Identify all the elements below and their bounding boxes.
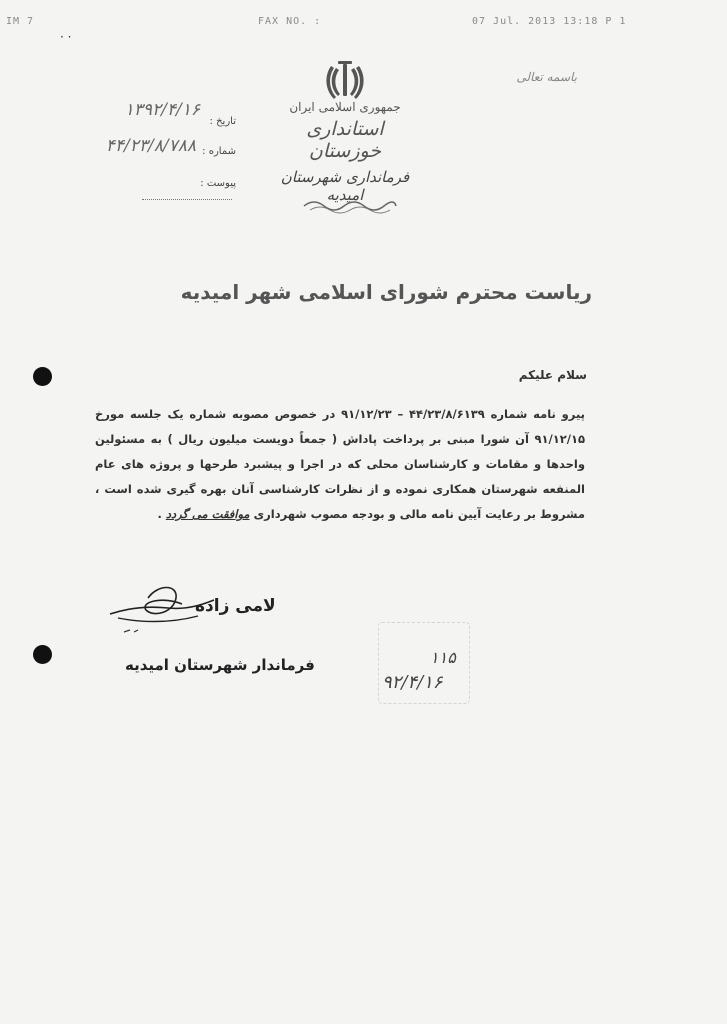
letterhead-province: استانداری خوزستان — [306, 118, 384, 162]
letter-body — [95, 402, 585, 527]
meta-attachment — [106, 178, 236, 200]
fax-header-left: IM 7 — [6, 16, 35, 27]
attachment-dots — [142, 199, 232, 200]
signer-name: لامی زاده — [195, 596, 276, 616]
fax-timestamp: 07 Jul. 2013 13:18 P 1 — [472, 16, 627, 27]
body-end: . — [157, 507, 166, 521]
letterhead — [270, 100, 420, 204]
letterhead-country: جمهوری اسلامی ایران — [289, 100, 401, 114]
number-value: ۴۴/۲۳/۸/۷۸۸ — [105, 136, 196, 156]
body-main: پیرو نامه شماره ۴۴/۲۳/۸/۶۱۳۹ – ۹۱/۱۲/۲۳ در خصوص مصوبه شماره یک جلسه مورخ ۹۱/۱۲/۱۵ آن شورا مبنی بر پرداخت پاداش ( جمعاً دویست میلیون ریال ) به مسئولین واحدها و مقامات و کارشناسان محلی که در اجرا و پیشبرد طرحها و پروژه های عام المنفعه شهرستان همکاری نموده و از نظرات کارشناسی آنان بهره گیری شده است ، مشروط بر رعایت آیین نامه مالی و بودجه مصوب شهرداری — [95, 407, 585, 521]
handwritten-note-number: ۱۱۵ — [430, 648, 456, 667]
meta-number — [105, 136, 236, 157]
meta-date — [106, 100, 236, 127]
letterhead-county: فرمانداری شهرستان امیدیه — [280, 168, 410, 204]
recipient-line: ریاست محترم شورای اسلامی شهر امیدیه — [180, 280, 592, 304]
date-value: ۱۳۹۲/۴/۱۶ — [124, 100, 200, 120]
date-label: تاریخ : — [209, 116, 236, 127]
attachment-label: پیوست : — [200, 178, 236, 189]
punch-hole — [33, 367, 52, 386]
handwritten-note-date: ۹۲/۴/۱۶ — [382, 672, 443, 693]
fax-number-label: FAX NO. : — [258, 16, 322, 27]
basmala: باسمه تعالی — [516, 70, 577, 84]
scan-marks: · · — [60, 30, 72, 44]
body-emphasis: موافقت می گردد — [165, 507, 250, 521]
signer-title: فرماندار شهرستان امیدیه — [125, 656, 315, 674]
flourish-ornament-icon — [300, 198, 400, 214]
punch-hole — [33, 645, 52, 664]
iran-emblem-icon — [322, 58, 368, 104]
number-label: شماره : — [202, 146, 236, 157]
greeting: سلام علیکم — [518, 368, 587, 382]
